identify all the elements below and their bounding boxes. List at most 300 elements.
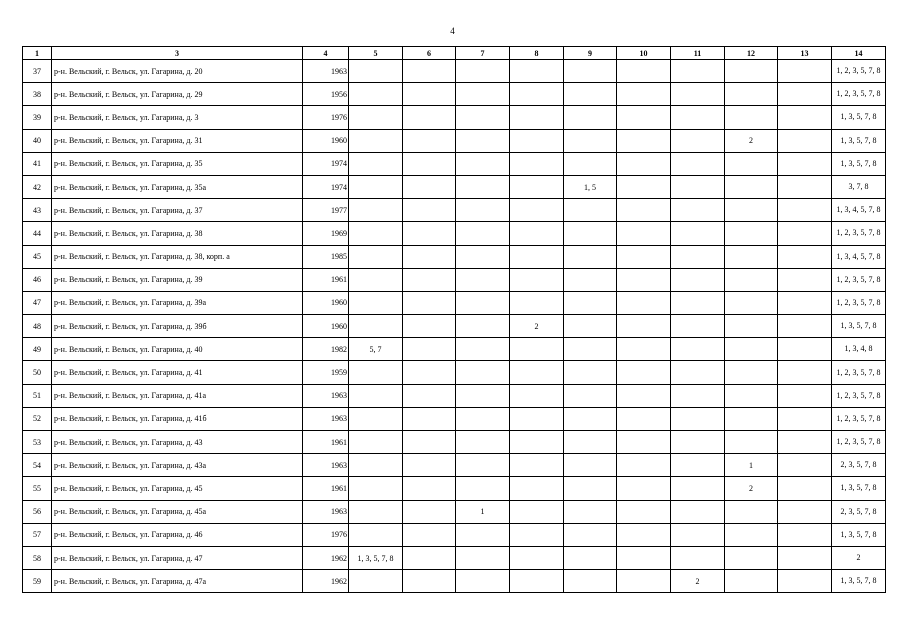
col12-cell: 2 — [725, 477, 778, 500]
col13-cell — [778, 83, 832, 106]
col12-cell — [725, 546, 778, 569]
col9-cell — [564, 477, 617, 500]
year-cell: 1961 — [303, 477, 349, 500]
col8-cell — [510, 152, 564, 175]
col13-cell — [778, 222, 832, 245]
col10-cell — [617, 175, 671, 198]
address-cell: р-н. Вельский, г. Вельск, ул. Гагарина, д. 35а — [52, 175, 303, 198]
col6-cell — [403, 315, 456, 338]
year-cell: 1961 — [303, 268, 349, 291]
row-number: 44 — [23, 222, 52, 245]
col10-cell — [617, 500, 671, 523]
col7-cell — [456, 454, 510, 477]
col14-cell: 1, 2, 3, 5, 7, 8 — [832, 407, 886, 430]
col8-cell — [510, 384, 564, 407]
address-cell: р-н. Вельский, г. Вельск, ул. Гагарина, д. 40 — [52, 338, 303, 361]
col8-cell — [510, 291, 564, 314]
year-cell: 1963 — [303, 454, 349, 477]
col6-cell — [403, 129, 456, 152]
col13-cell — [778, 570, 832, 593]
col10-cell — [617, 477, 671, 500]
column-header-2: 4 — [303, 47, 349, 60]
col5-cell: 1, 3, 5, 7, 8 — [349, 546, 403, 569]
col11-cell — [671, 477, 725, 500]
col8-cell — [510, 361, 564, 384]
col14-cell: 1, 2, 3, 5, 7, 8 — [832, 431, 886, 454]
col6-cell — [403, 454, 456, 477]
col13-cell — [778, 106, 832, 129]
column-header-8: 10 — [617, 47, 671, 60]
col6-cell — [403, 361, 456, 384]
col11-cell — [671, 431, 725, 454]
column-header-9: 11 — [671, 47, 725, 60]
col13-cell — [778, 245, 832, 268]
col10-cell — [617, 60, 671, 83]
row-number: 59 — [23, 570, 52, 593]
address-cell: р-н. Вельский, г. Вельск, ул. Гагарина, д. 47а — [52, 570, 303, 593]
col8-cell — [510, 477, 564, 500]
col7-cell — [456, 315, 510, 338]
col11-cell — [671, 384, 725, 407]
col13-cell — [778, 384, 832, 407]
row-number: 45 — [23, 245, 52, 268]
col5-cell — [349, 199, 403, 222]
col12-cell: 2 — [725, 129, 778, 152]
col6-cell — [403, 106, 456, 129]
col12-cell — [725, 175, 778, 198]
col9-cell — [564, 431, 617, 454]
table-row — [23, 361, 886, 384]
table-row — [23, 106, 886, 129]
col9-cell — [564, 500, 617, 523]
col6-cell — [403, 338, 456, 361]
address-cell: р-н. Вельский, г. Вельск, ул. Гагарина, д. 41б — [52, 407, 303, 430]
year-cell: 1982 — [303, 338, 349, 361]
col12-cell — [725, 245, 778, 268]
col10-cell — [617, 129, 671, 152]
col7-cell — [456, 175, 510, 198]
col14-cell: 1, 3, 5, 7, 8 — [832, 315, 886, 338]
col5-cell — [349, 129, 403, 152]
year-cell: 1985 — [303, 245, 349, 268]
row-number: 56 — [23, 500, 52, 523]
col9-cell — [564, 106, 617, 129]
row-number: 48 — [23, 315, 52, 338]
row-number: 50 — [23, 361, 52, 384]
header-row — [23, 47, 886, 60]
col8-cell — [510, 199, 564, 222]
row-number: 37 — [23, 60, 52, 83]
table-row — [23, 222, 886, 245]
col14-cell: 2, 3, 5, 7, 8 — [832, 500, 886, 523]
page-number: 4 — [450, 26, 455, 36]
year-cell: 1974 — [303, 152, 349, 175]
col14-cell: 1, 3, 4, 5, 7, 8 — [832, 199, 886, 222]
col12-cell — [725, 407, 778, 430]
col7-cell — [456, 546, 510, 569]
col8-cell — [510, 523, 564, 546]
col9-cell — [564, 570, 617, 593]
col5-cell — [349, 268, 403, 291]
year-cell: 1960 — [303, 291, 349, 314]
col6-cell — [403, 83, 456, 106]
col11-cell — [671, 199, 725, 222]
col5-cell — [349, 245, 403, 268]
col6-cell — [403, 570, 456, 593]
column-header-12: 14 — [832, 47, 886, 60]
col8-cell — [510, 60, 564, 83]
col11-cell — [671, 152, 725, 175]
col10-cell — [617, 338, 671, 361]
col5-cell — [349, 315, 403, 338]
col9-cell — [564, 83, 617, 106]
col10-cell — [617, 361, 671, 384]
row-number: 46 — [23, 268, 52, 291]
row-number: 43 — [23, 199, 52, 222]
row-number: 42 — [23, 175, 52, 198]
table-row — [23, 338, 886, 361]
col12-cell — [725, 268, 778, 291]
col13-cell — [778, 338, 832, 361]
col9-cell — [564, 546, 617, 569]
address-cell: р-н. Вельский, г. Вельск, ул. Гагарина, д. 38 — [52, 222, 303, 245]
address-cell: р-н. Вельский, г. Вельск, ул. Гагарина, д. 20 — [52, 60, 303, 83]
col9-cell: 1, 5 — [564, 175, 617, 198]
address-cell: р-н. Вельский, г. Вельск, ул. Гагарина, д. 45 — [52, 477, 303, 500]
col9-cell — [564, 60, 617, 83]
col8-cell — [510, 129, 564, 152]
col5-cell — [349, 106, 403, 129]
year-cell: 1963 — [303, 500, 349, 523]
col5-cell — [349, 60, 403, 83]
col9-cell — [564, 384, 617, 407]
col14-cell: 1, 2, 3, 5, 7, 8 — [832, 83, 886, 106]
col9-cell — [564, 222, 617, 245]
address-cell: р-н. Вельский, г. Вельск, ул. Гагарина, д. 37 — [52, 199, 303, 222]
col5-cell — [349, 152, 403, 175]
col12-cell — [725, 83, 778, 106]
col9-cell — [564, 268, 617, 291]
row-number: 55 — [23, 477, 52, 500]
address-cell: р-н. Вельский, г. Вельск, ул. Гагарина, д. 39а — [52, 291, 303, 314]
table-row — [23, 129, 886, 152]
col10-cell — [617, 546, 671, 569]
col6-cell — [403, 546, 456, 569]
col11-cell — [671, 454, 725, 477]
col9-cell — [564, 338, 617, 361]
col7-cell — [456, 384, 510, 407]
table-row — [23, 570, 886, 593]
col11-cell — [671, 268, 725, 291]
col7-cell: 1 — [456, 500, 510, 523]
col7-cell — [456, 222, 510, 245]
col7-cell — [456, 129, 510, 152]
address-cell: р-н. Вельский, г. Вельск, ул. Гагарина, д. 43а — [52, 454, 303, 477]
col6-cell — [403, 199, 456, 222]
col11-cell — [671, 129, 725, 152]
col10-cell — [617, 83, 671, 106]
table-row — [23, 523, 886, 546]
col14-cell: 1, 2, 3, 5, 7, 8 — [832, 222, 886, 245]
col9-cell — [564, 245, 617, 268]
col12-cell — [725, 523, 778, 546]
col7-cell — [456, 245, 510, 268]
col5-cell — [349, 407, 403, 430]
col6-cell — [403, 477, 456, 500]
column-header-1: 3 — [52, 47, 303, 60]
col11-cell — [671, 338, 725, 361]
col5-cell — [349, 83, 403, 106]
col6-cell — [403, 523, 456, 546]
table-row — [23, 315, 886, 338]
table-row — [23, 477, 886, 500]
col5-cell — [349, 570, 403, 593]
column-header-6: 8 — [510, 47, 564, 60]
year-cell: 1963 — [303, 60, 349, 83]
col11-cell — [671, 523, 725, 546]
col14-cell: 1, 3, 5, 7, 8 — [832, 477, 886, 500]
col6-cell — [403, 291, 456, 314]
col13-cell — [778, 477, 832, 500]
address-cell: р-н. Вельский, г. Вельск, ул. Гагарина, д. 38, корп. а — [52, 245, 303, 268]
col8-cell — [510, 570, 564, 593]
table-row — [23, 454, 886, 477]
col8-cell — [510, 106, 564, 129]
address-cell: р-н. Вельский, г. Вельск, ул. Гагарина, д. 41а — [52, 384, 303, 407]
col14-cell: 1, 2, 3, 5, 7, 8 — [832, 384, 886, 407]
col12-cell — [725, 384, 778, 407]
col8-cell — [510, 338, 564, 361]
col14-cell: 1, 3, 5, 7, 8 — [832, 570, 886, 593]
col13-cell — [778, 199, 832, 222]
col7-cell — [456, 361, 510, 384]
table-row — [23, 60, 886, 83]
col5-cell — [349, 500, 403, 523]
col7-cell — [456, 338, 510, 361]
year-cell: 1960 — [303, 129, 349, 152]
column-header-5: 7 — [456, 47, 510, 60]
col10-cell — [617, 245, 671, 268]
col7-cell — [456, 407, 510, 430]
col13-cell — [778, 523, 832, 546]
col7-cell — [456, 523, 510, 546]
year-cell: 1961 — [303, 431, 349, 454]
col9-cell — [564, 361, 617, 384]
col14-cell: 1, 3, 4, 5, 7, 8 — [832, 245, 886, 268]
col7-cell — [456, 83, 510, 106]
col14-cell: 1, 2, 3, 5, 7, 8 — [832, 60, 886, 83]
row-number: 51 — [23, 384, 52, 407]
row-number: 39 — [23, 106, 52, 129]
col11-cell — [671, 546, 725, 569]
column-header-4: 6 — [403, 47, 456, 60]
row-number: 58 — [23, 546, 52, 569]
col6-cell — [403, 500, 456, 523]
row-number: 38 — [23, 83, 52, 106]
col6-cell — [403, 407, 456, 430]
col6-cell — [403, 60, 456, 83]
col14-cell: 1, 3, 5, 7, 8 — [832, 106, 886, 129]
col6-cell — [403, 152, 456, 175]
col11-cell — [671, 500, 725, 523]
table-row — [23, 175, 886, 198]
col9-cell — [564, 152, 617, 175]
col14-cell: 2, 3, 5, 7, 8 — [832, 454, 886, 477]
col11-cell — [671, 60, 725, 83]
col14-cell: 1, 3, 5, 7, 8 — [832, 129, 886, 152]
col13-cell — [778, 315, 832, 338]
address-cell: р-н. Вельский, г. Вельск, ул. Гагарина, д. 46 — [52, 523, 303, 546]
col13-cell — [778, 268, 832, 291]
col5-cell — [349, 454, 403, 477]
year-cell: 1963 — [303, 407, 349, 430]
col10-cell — [617, 570, 671, 593]
col7-cell — [456, 431, 510, 454]
table-body — [23, 60, 886, 593]
col7-cell — [456, 477, 510, 500]
address-cell: р-н. Вельский, г. Вельск, ул. Гагарина, д. 29 — [52, 83, 303, 106]
col13-cell — [778, 454, 832, 477]
col11-cell — [671, 315, 725, 338]
year-cell: 1959 — [303, 361, 349, 384]
column-header-3: 5 — [349, 47, 403, 60]
year-cell: 1960 — [303, 315, 349, 338]
col10-cell — [617, 222, 671, 245]
address-cell: р-н. Вельский, г. Вельск, ул. Гагарина, д. 3 — [52, 106, 303, 129]
col8-cell — [510, 431, 564, 454]
col14-cell: 1, 2, 3, 5, 7, 8 — [832, 361, 886, 384]
address-cell: р-н. Вельский, г. Вельск, ул. Гагарина, д. 39б — [52, 315, 303, 338]
row-number: 54 — [23, 454, 52, 477]
col11-cell — [671, 407, 725, 430]
col9-cell — [564, 129, 617, 152]
col5-cell: 5, 7 — [349, 338, 403, 361]
year-cell: 1956 — [303, 83, 349, 106]
year-cell: 1974 — [303, 175, 349, 198]
col5-cell — [349, 222, 403, 245]
column-header-10: 12 — [725, 47, 778, 60]
col12-cell — [725, 431, 778, 454]
col7-cell — [456, 199, 510, 222]
table-row — [23, 245, 886, 268]
table-row — [23, 500, 886, 523]
address-cell: р-н. Вельский, г. Вельск, ул. Гагарина, д. 47 — [52, 546, 303, 569]
col14-cell: 2 — [832, 546, 886, 569]
col7-cell — [456, 291, 510, 314]
year-cell: 1976 — [303, 106, 349, 129]
col11-cell — [671, 291, 725, 314]
row-number: 52 — [23, 407, 52, 430]
col11-cell — [671, 361, 725, 384]
year-cell: 1969 — [303, 222, 349, 245]
col13-cell — [778, 152, 832, 175]
col10-cell — [617, 407, 671, 430]
year-cell: 1962 — [303, 570, 349, 593]
table-row — [23, 384, 886, 407]
col14-cell: 1, 2, 3, 5, 7, 8 — [832, 291, 886, 314]
col11-cell — [671, 222, 725, 245]
col11-cell: 2 — [671, 570, 725, 593]
col12-cell — [725, 361, 778, 384]
col12-cell — [725, 152, 778, 175]
col8-cell — [510, 83, 564, 106]
col14-cell: 1, 3, 4, 8 — [832, 338, 886, 361]
col9-cell — [564, 407, 617, 430]
col8-cell — [510, 454, 564, 477]
col12-cell — [725, 315, 778, 338]
row-number: 49 — [23, 338, 52, 361]
col5-cell — [349, 431, 403, 454]
table-row — [23, 546, 886, 569]
col12-cell — [725, 106, 778, 129]
address-cell: р-н. Вельский, г. Вельск, ул. Гагарина, д. 31 — [52, 129, 303, 152]
address-cell: р-н. Вельский, г. Вельск, ул. Гагарина, д. 41 — [52, 361, 303, 384]
address-cell: р-н. Вельский, г. Вельск, ул. Гагарина, д. 43 — [52, 431, 303, 454]
col9-cell — [564, 291, 617, 314]
col12-cell — [725, 570, 778, 593]
col12-cell — [725, 338, 778, 361]
table-row — [23, 199, 886, 222]
table-row — [23, 83, 886, 106]
col12-cell: 1 — [725, 454, 778, 477]
col13-cell — [778, 500, 832, 523]
col5-cell — [349, 523, 403, 546]
col7-cell — [456, 268, 510, 291]
col5-cell — [349, 291, 403, 314]
col9-cell — [564, 199, 617, 222]
col12-cell — [725, 291, 778, 314]
col13-cell — [778, 291, 832, 314]
col11-cell — [671, 245, 725, 268]
year-cell: 1977 — [303, 199, 349, 222]
table-row — [23, 407, 886, 430]
address-cell: р-н. Вельский, г. Вельск, ул. Гагарина, д. 39 — [52, 268, 303, 291]
col5-cell — [349, 361, 403, 384]
col12-cell — [725, 199, 778, 222]
col8-cell — [510, 222, 564, 245]
column-header-7: 9 — [564, 47, 617, 60]
column-header-0: 1 — [23, 47, 52, 60]
col6-cell — [403, 175, 456, 198]
col12-cell — [725, 500, 778, 523]
col11-cell — [671, 106, 725, 129]
col10-cell — [617, 291, 671, 314]
col9-cell — [564, 523, 617, 546]
col5-cell — [349, 384, 403, 407]
col10-cell — [617, 199, 671, 222]
table-row — [23, 291, 886, 314]
row-number: 53 — [23, 431, 52, 454]
col10-cell — [617, 152, 671, 175]
col13-cell — [778, 129, 832, 152]
col6-cell — [403, 222, 456, 245]
col12-cell — [725, 222, 778, 245]
year-cell: 1962 — [303, 546, 349, 569]
col7-cell — [456, 106, 510, 129]
col8-cell — [510, 245, 564, 268]
col10-cell — [617, 315, 671, 338]
col9-cell — [564, 454, 617, 477]
col8-cell — [510, 175, 564, 198]
col13-cell — [778, 175, 832, 198]
col14-cell: 1, 3, 5, 7, 8 — [832, 152, 886, 175]
col12-cell — [725, 60, 778, 83]
row-number: 57 — [23, 523, 52, 546]
col8-cell: 2 — [510, 315, 564, 338]
col13-cell — [778, 60, 832, 83]
col14-cell: 1, 2, 3, 5, 7, 8 — [832, 268, 886, 291]
col10-cell — [617, 106, 671, 129]
